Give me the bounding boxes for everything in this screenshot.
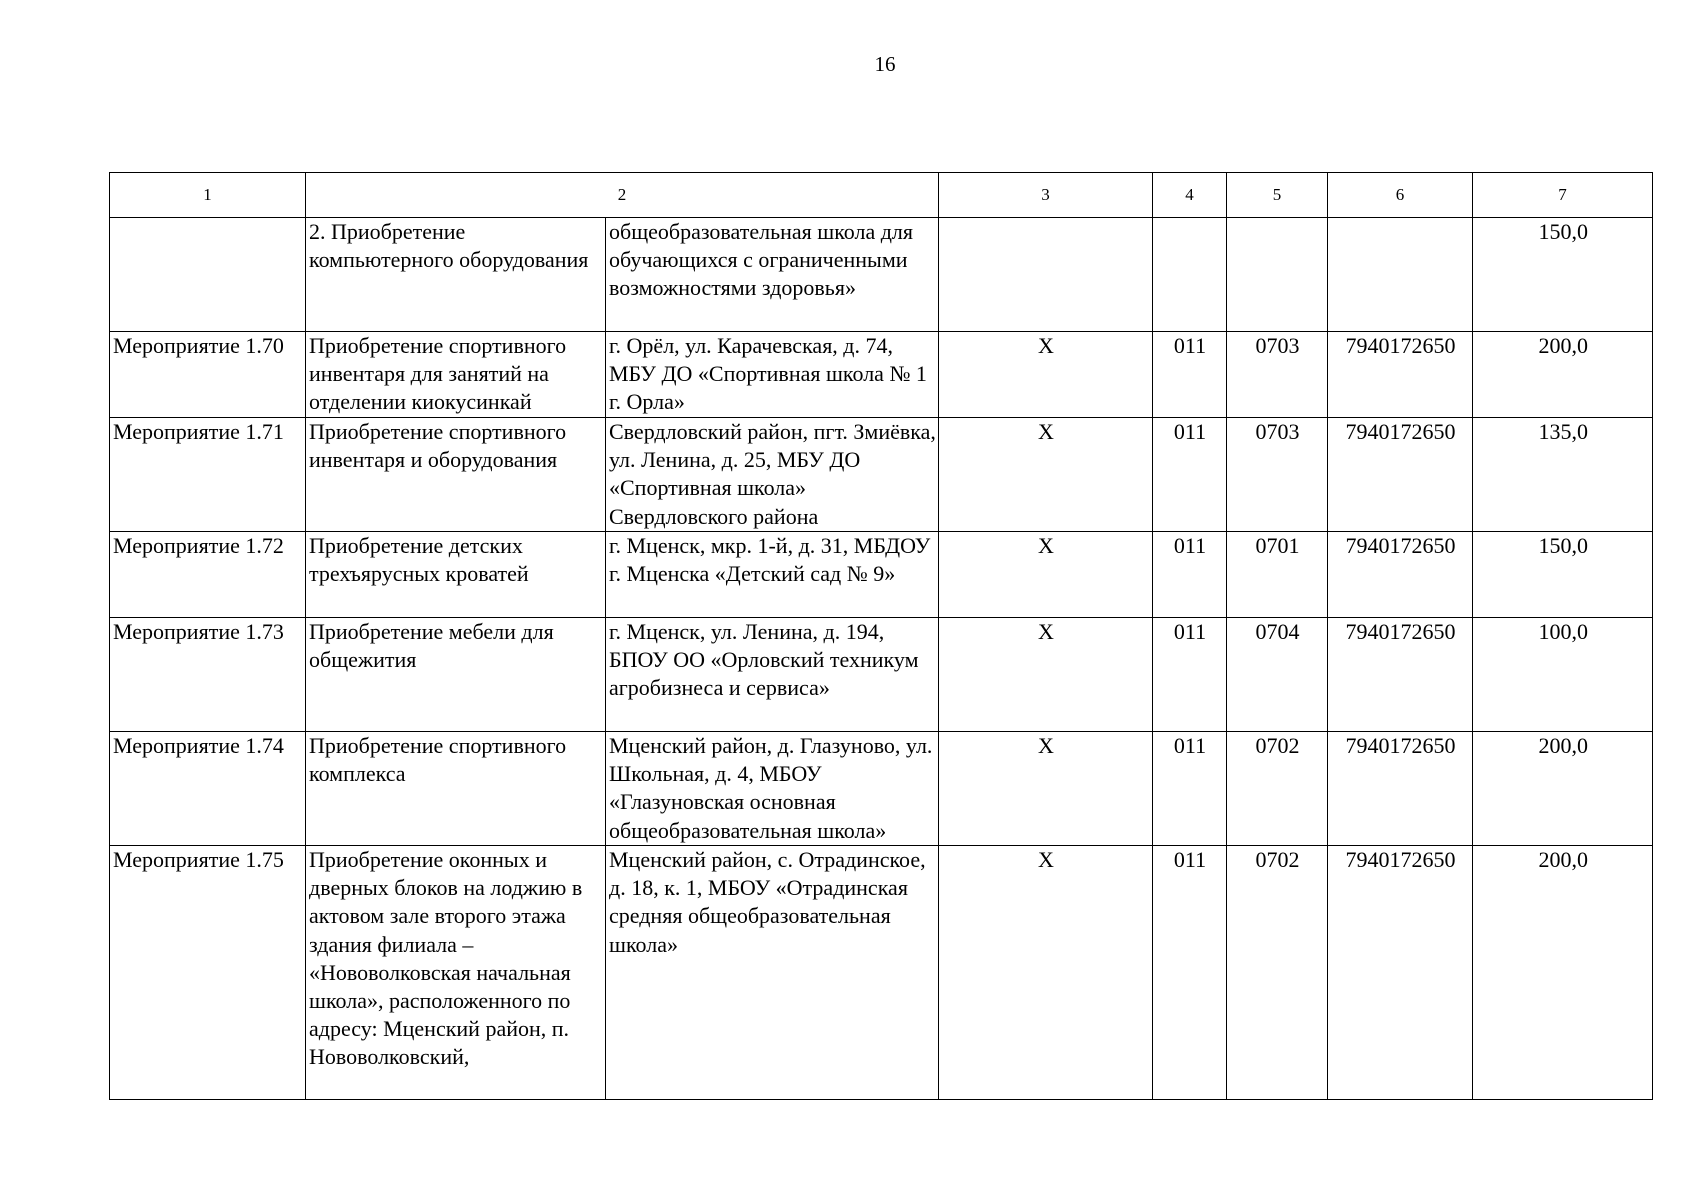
col3-cell: Х (939, 332, 1153, 418)
measures-table (109, 172, 1653, 1100)
amount-cell: 100,0 (1473, 618, 1653, 732)
address-cell: г. Мценск, мкр. 1-й, д. 31, МБДОУ г. Мценска «Детский сад № 9» (606, 532, 939, 618)
col6-cell: 7940172650 (1328, 732, 1473, 846)
col5-cell (1227, 218, 1328, 332)
measure-name-cell: Приобретение оконных и дверных блоков на лоджию в актовом зале второго этажа здания филиала – «Нововолковская начальная школа», расположенного по адресу: Мценский район, п. Нововолковский, (306, 846, 606, 1100)
col6-cell: 7940172650 (1328, 846, 1473, 1100)
table-row (110, 418, 1653, 532)
address-cell: Свердловский район, пгт. Змиёвка, ул. Ленина, д. 25, МБУ ДО «Спортивная школа» Свердловского района (606, 418, 939, 532)
col6-cell: 7940172650 (1328, 618, 1473, 732)
amount-cell: 135,0 (1473, 418, 1653, 532)
col3-cell: Х (939, 846, 1153, 1100)
col5-cell: 0702 (1227, 846, 1328, 1100)
column-header-4: 4 (1153, 173, 1227, 218)
measure-name-cell: 2. Приобретение компьютерного оборудования (306, 218, 606, 332)
column-header-3: 3 (939, 173, 1153, 218)
amount-cell: 200,0 (1473, 332, 1653, 418)
measure-cell: Мероприятие 1.74 (110, 732, 306, 846)
col4-cell: 011 (1153, 332, 1227, 418)
column-header-2: 2 (306, 173, 939, 218)
measure-cell: Мероприятие 1.75 (110, 846, 306, 1100)
column-header-6: 6 (1328, 173, 1473, 218)
measure-cell: Мероприятие 1.71 (110, 418, 306, 532)
amount-cell: 200,0 (1473, 732, 1653, 846)
measure-cell: Мероприятие 1.73 (110, 618, 306, 732)
measure-cell (110, 218, 306, 332)
col6-cell: 7940172650 (1328, 532, 1473, 618)
col4-cell: 011 (1153, 418, 1227, 532)
table-row (110, 618, 1653, 732)
column-header-1: 1 (110, 173, 306, 218)
address-cell: общеобразовательная школа для обучающихся с ограниченными возможностями здоровья» (606, 218, 939, 332)
col3-cell: Х (939, 618, 1153, 732)
col5-cell: 0703 (1227, 332, 1328, 418)
measure-name-cell: Приобретение спортивного инвентаря и оборудования (306, 418, 606, 532)
col6-cell: 7940172650 (1328, 332, 1473, 418)
address-cell: Мценский район, с. Отрадинское, д. 18, к. 1, МБОУ «Отрадинская средняя общеобразовательная школа» (606, 846, 939, 1100)
address-cell: г. Орёл, ул. Карачевская, д. 74, МБУ ДО «Спортивная школа № 1 г. Орла» (606, 332, 939, 418)
col6-cell: 7940172650 (1328, 418, 1473, 532)
measure-name-cell: Приобретение детских трехъярусных кроватей (306, 532, 606, 618)
col5-cell: 0701 (1227, 532, 1328, 618)
table-row (110, 732, 1653, 846)
table-row (110, 532, 1653, 618)
measure-cell: Мероприятие 1.72 (110, 532, 306, 618)
col5-cell: 0702 (1227, 732, 1328, 846)
address-cell: г. Мценск, ул. Ленина, д. 194, БПОУ ОО «Орловский техникум агробизнеса и сервиса» (606, 618, 939, 732)
col6-cell (1328, 218, 1473, 332)
col4-cell: 011 (1153, 732, 1227, 846)
table-row (110, 846, 1653, 1100)
col3-cell: Х (939, 732, 1153, 846)
amount-cell: 150,0 (1473, 218, 1653, 332)
col5-cell: 0704 (1227, 618, 1328, 732)
col3-cell: Х (939, 532, 1153, 618)
measure-name-cell: Приобретение спортивного инвентаря для занятий на отделении киокусинкай (306, 332, 606, 418)
measure-name-cell: Приобретение спортивного комплекса (306, 732, 606, 846)
page-number: 16 (874, 52, 896, 76)
amount-cell: 150,0 (1473, 532, 1653, 618)
column-header-7: 7 (1473, 173, 1653, 218)
col4-cell: 011 (1153, 846, 1227, 1100)
col4-cell: 011 (1153, 618, 1227, 732)
col4-cell (1153, 218, 1227, 332)
table-row (110, 332, 1653, 418)
measure-cell: Мероприятие 1.70 (110, 332, 306, 418)
col3-cell: Х (939, 418, 1153, 532)
measure-name-cell: Приобретение мебели для общежития (306, 618, 606, 732)
col4-cell: 011 (1153, 532, 1227, 618)
table-row (110, 218, 1653, 332)
col3-cell (939, 218, 1153, 332)
col5-cell: 0703 (1227, 418, 1328, 532)
amount-cell: 200,0 (1473, 846, 1653, 1100)
column-number-row (110, 173, 1653, 218)
address-cell: Мценский район, д. Глазуново, ул. Школьная, д. 4, МБОУ «Глазуновская основная общеобразовательная школа» (606, 732, 939, 846)
column-header-5: 5 (1227, 173, 1328, 218)
